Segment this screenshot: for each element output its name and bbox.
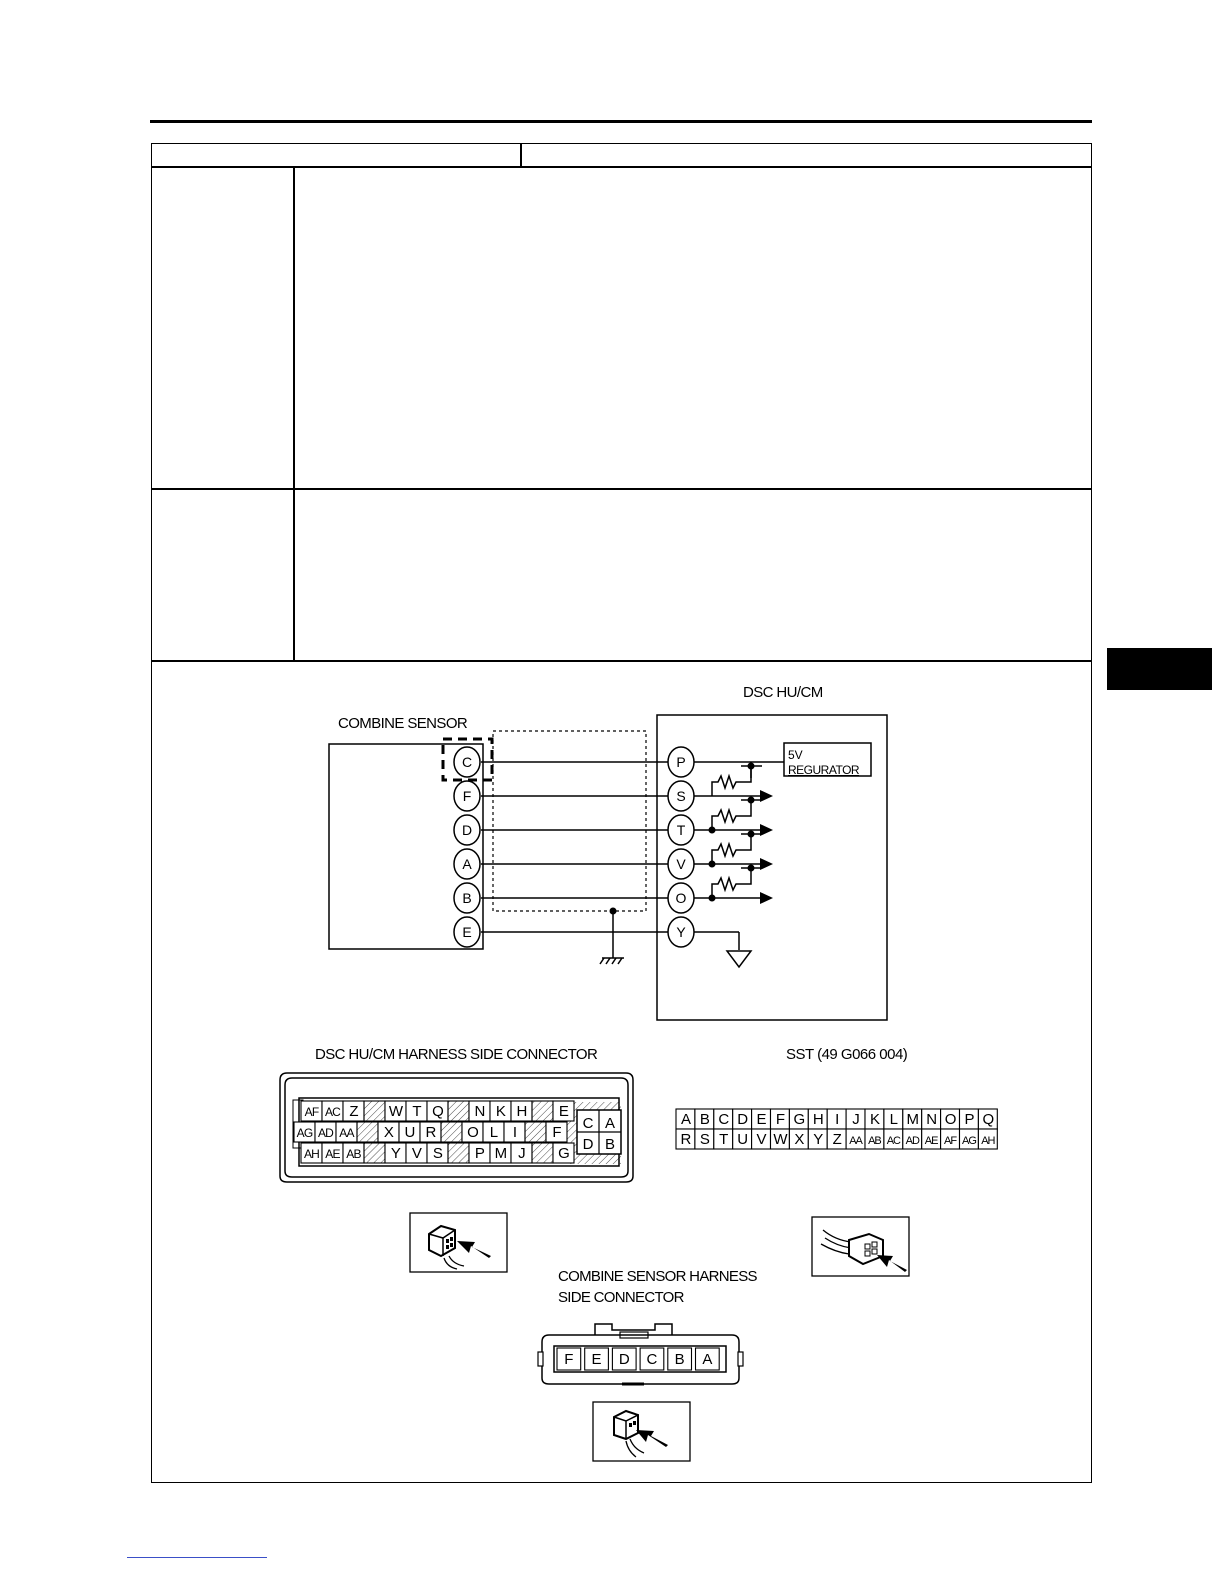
dsc-terminal-p: P (676, 754, 686, 770)
sst-pin-label: J (852, 1111, 859, 1128)
dsc-pin-label: O (467, 1124, 478, 1141)
dsc-terminal-s: S (676, 788, 686, 804)
dsc-pin-label: P (474, 1145, 485, 1162)
sensor-terminal-a: A (462, 856, 472, 872)
sst-pin-label: U (737, 1131, 748, 1148)
sst-pin-label: X (794, 1131, 804, 1148)
dsc-connector-title: DSC HU/CM HARNESS SIDE CONNECTOR (315, 1046, 598, 1063)
connector-front-icon (409, 1212, 509, 1274)
dsc-pin-label: AF (304, 1105, 319, 1119)
dsc-pin-label: W (388, 1103, 403, 1120)
sst-pin-label: Q (982, 1111, 994, 1128)
sensor-terminal-d: D (461, 822, 473, 838)
dsc-pin-cell (525, 1122, 546, 1142)
sst-pin-label: T (719, 1131, 728, 1148)
dsc-pin-label: R (425, 1124, 436, 1141)
dsc-pin-label: E (558, 1103, 569, 1120)
sst-pin-label: AC (886, 1135, 900, 1147)
dsc-pin-cell (357, 1122, 378, 1142)
dsc-pin-label: I (512, 1124, 517, 1141)
dsc-box-pin-a: A (604, 1115, 616, 1132)
sst-pin-label: N (926, 1111, 937, 1128)
dsc-pin-label: T (412, 1103, 421, 1120)
dsc-pin-label: V (411, 1145, 422, 1162)
combine-pin-grid (557, 1348, 719, 1370)
dsc-label: DSC HU/CM (743, 684, 823, 701)
dsc-pin-grid (294, 1101, 574, 1163)
dsc-pin-cell (532, 1143, 553, 1163)
sst-pin-label: I (835, 1111, 839, 1128)
dsc-pin-label: J (518, 1145, 525, 1162)
connector-front-icon (592, 1401, 692, 1463)
dsc-pin-label: N (474, 1103, 485, 1120)
shield-box (493, 731, 646, 911)
sst-pin-label: AE (924, 1135, 938, 1147)
sst-pin-label: O (944, 1111, 956, 1128)
sst-pin-label: C (718, 1111, 729, 1128)
footer-link-rule (127, 1557, 267, 1558)
dsc-pin-label: H (516, 1103, 527, 1120)
dsc-terminal-y: Y (676, 924, 686, 940)
dsc-pin-label: F (552, 1124, 561, 1141)
sst-pin-label: AD (905, 1135, 919, 1147)
dsc-pin-cell (364, 1143, 385, 1163)
combine-connector-title-1: COMBINE SENSOR HARNESS (558, 1268, 757, 1285)
sst-pin-label: AG (961, 1135, 976, 1147)
sst-pin-label: R (680, 1131, 691, 1148)
dsc-pin-label: AA (339, 1126, 354, 1140)
dsc-pin-label: U (404, 1124, 415, 1141)
dsc-pin-cell (532, 1101, 553, 1121)
sst-pin-label: B (699, 1111, 709, 1128)
dsc-pin-label: L (489, 1124, 498, 1141)
regulator-label-2: REGURATOR (788, 763, 860, 777)
combine-connector-title-2: SIDE CONNECTOR (558, 1289, 684, 1306)
sst-pin-label: E (756, 1111, 766, 1128)
dsc-pin-cell (448, 1101, 469, 1121)
sensor-terminal-c: C (461, 754, 473, 770)
connector-wire-side-icon (811, 1216, 911, 1278)
sst-pin-label: M (906, 1111, 918, 1128)
dsc-pin-label: Q (432, 1103, 443, 1120)
combine-pin-label: E (591, 1351, 602, 1368)
dsc-pin-label: K (495, 1103, 506, 1120)
sst-connector (665, 1040, 1010, 1160)
sst-pin-label: F (775, 1111, 785, 1128)
sensor-terminal-e: E (462, 924, 472, 940)
dsc-pin-cell (364, 1101, 385, 1121)
regulator-label-1: 5V (788, 748, 803, 762)
sst-pin-label: D (737, 1111, 748, 1128)
sst-pin-grid (676, 1109, 997, 1149)
sst-title: SST (49 G066 004) (786, 1046, 908, 1063)
sst-pin-label: P (964, 1111, 974, 1128)
sst-pin-label: S (699, 1131, 709, 1148)
combine-pin-label: F (564, 1351, 574, 1368)
dsc-terminal-t: T (676, 822, 686, 838)
sst-pin-label: AF (944, 1135, 957, 1147)
dsc-box-pin-d: D (582, 1136, 594, 1153)
dsc-pin-label: AG (296, 1126, 313, 1140)
sst-pin-label: G (793, 1111, 805, 1128)
dsc-pin-label: AH (303, 1147, 320, 1161)
dsc-pin-label: Y (390, 1145, 401, 1162)
combine-pin-label: D (618, 1351, 630, 1368)
dsc-pin-label: Z (349, 1103, 358, 1120)
sst-pin-label: Z (832, 1131, 841, 1148)
dsc-box-pin-b: B (604, 1136, 616, 1153)
sst-pin-label: K (869, 1111, 879, 1128)
dsc-pin-label: AC (324, 1105, 341, 1119)
combine-sensor-connector (530, 1260, 760, 1392)
dsc-pin-cell (448, 1143, 469, 1163)
combine-pin-label: C (646, 1351, 658, 1368)
dsc-terminal-v: V (676, 856, 686, 872)
dsc-box-pin-c: C (582, 1115, 594, 1132)
sst-pin-label: A (680, 1111, 690, 1128)
combine-pin-label: A (702, 1351, 713, 1368)
sst-pin-label: L (889, 1111, 898, 1128)
sst-pin-label: H (812, 1111, 823, 1128)
sst-pin-label: V (756, 1131, 766, 1148)
sst-pin-label: AA (849, 1135, 862, 1147)
sst-pin-label: AH (981, 1135, 995, 1147)
dsc-pin-label: X (383, 1124, 394, 1141)
sst-pin-label: Y (813, 1131, 823, 1148)
dsc-pin-cell (441, 1122, 462, 1142)
combine-sensor-label: COMBINE SENSOR (338, 715, 468, 732)
dsc-pin-label: S (432, 1145, 443, 1162)
sst-pin-label: AB (868, 1135, 881, 1147)
dsc-terminal-o: O (675, 890, 687, 906)
dsc-pin-label: G (558, 1145, 569, 1162)
combine-pin-label: B (674, 1351, 685, 1368)
sst-pin-label: W (773, 1131, 787, 1148)
dsc-pin-label: AB (346, 1147, 361, 1161)
dsc-pin-label: M (494, 1145, 507, 1162)
dsc-pin-label: AD (317, 1126, 334, 1140)
sensor-terminal-f: F (462, 788, 472, 804)
dsc-pin-label: AE (325, 1147, 340, 1161)
sensor-terminal-b: B (462, 890, 472, 906)
dsc-harness-connector (270, 1040, 650, 1190)
